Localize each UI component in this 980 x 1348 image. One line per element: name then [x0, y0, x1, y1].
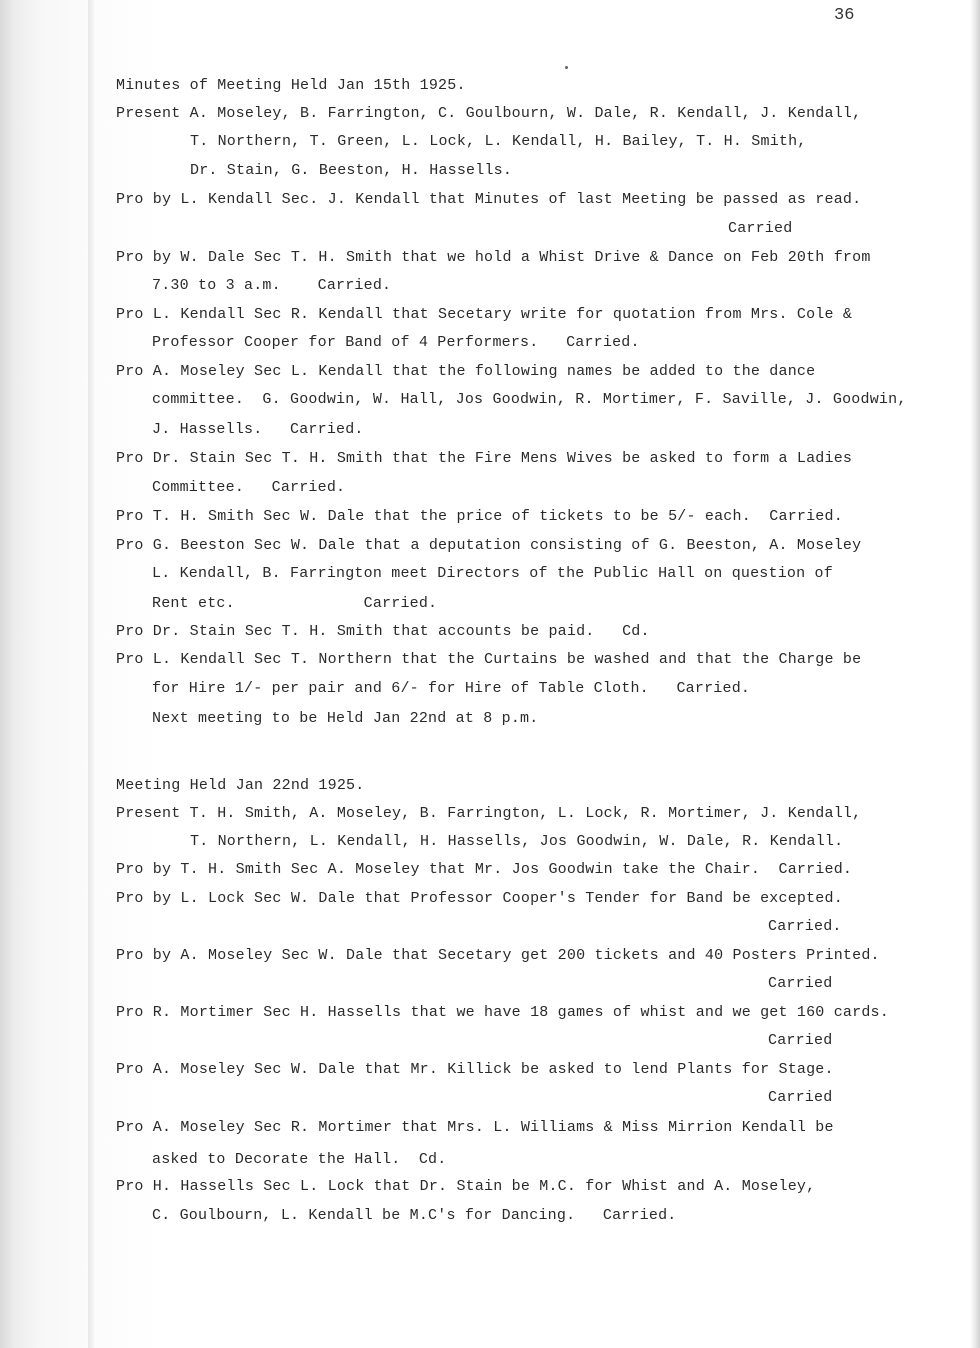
motion-text: Pro by W. Dale Sec T. H. Smith that we hold a Whist Drive & Dance on Feb 20th from — [116, 249, 871, 266]
motion-text: Pro H. Hassells Sec L. Lock that Dr. Stain be M.C. for Whist and A. Moseley, — [116, 1178, 816, 1195]
motion-text: Pro by A. Moseley Sec W. Dale that Secetary get 200 tickets and 40 Posters Printed. — [116, 947, 880, 964]
next-meeting-note: Next meeting to be Held Jan 22nd at 8 p.m. — [152, 710, 539, 727]
motion-text: Pro R. Mortimer Sec H. Hassells that we have 18 games of whist and we get 160 cards. — [116, 1004, 889, 1021]
motion-text: Pro by L. Lock Sec W. Dale that Professor Cooper's Tender for Band be excepted. — [116, 890, 843, 907]
meeting1-present-line: Dr. Stain, G. Beeston, H. Hassells. — [190, 162, 513, 179]
motion-text: for Hire 1/- per pair and 6/- for Hire of Table Cloth. Carried. — [152, 680, 751, 697]
motion-text: Rent etc. Carried. — [152, 595, 438, 612]
motion-text: Pro A. Moseley Sec R. Mortimer that Mrs. L. Williams & Miss Mirrion Kendall be — [116, 1119, 834, 1136]
motion-status: Carried — [728, 220, 793, 237]
motion-text: Pro G. Beeston Sec W. Dale that a deputation consisting of G. Beeston, A. Moseley — [116, 537, 862, 554]
motion-text: Pro by T. H. Smith Sec A. Moseley that Mr. Jos Goodwin take the Chair. Carried. — [116, 861, 853, 878]
motion-status: Carried — [768, 1032, 833, 1049]
motion-text: Pro T. H. Smith Sec W. Dale that the price of tickets to be 5/- each. Carried. — [116, 508, 843, 525]
motion-text: L. Kendall, B. Farrington meet Directors of the Public Hall on question of — [152, 565, 833, 582]
motion-status: Carried — [768, 1089, 833, 1106]
ink-speck — [565, 66, 568, 69]
motion-text: C. Goulbourn, L. Kendall be M.C's for Dancing. Carried. — [152, 1207, 677, 1224]
motion-text: Pro by L. Kendall Sec. J. Kendall that Minutes of last Meeting be passed as read. — [116, 191, 862, 208]
meeting1-heading: Minutes of Meeting Held Jan 15th 1925. — [116, 77, 466, 94]
motion-status: Carried. — [768, 918, 842, 935]
meeting2-present-line: T. Northern, L. Kendall, H. Hassells, Jos Goodwin, W. Dale, R. Kendall. — [190, 833, 844, 850]
page-edge-shadow — [970, 0, 980, 1348]
motion-text: Pro Dr. Stain Sec T. H. Smith that accounts be paid. Cd. — [116, 623, 650, 640]
motion-text: J. Hassells. Carried. — [152, 421, 364, 438]
meeting1-present-line: T. Northern, T. Green, L. Lock, L. Kendall, H. Bailey, T. H. Smith, — [190, 133, 807, 150]
meeting2-heading: Meeting Held Jan 22nd 1925. — [116, 777, 365, 794]
motion-text: asked to Decorate the Hall. Cd. — [152, 1151, 447, 1168]
meeting2-present-line: Present T. H. Smith, A. Moseley, B. Farrington, L. Lock, R. Mortimer, J. Kendall, — [116, 805, 862, 822]
motion-text: Pro Dr. Stain Sec T. H. Smith that the Fire Mens Wives be asked to form a Ladies — [116, 450, 853, 467]
motion-text: Professor Cooper for Band of 4 Performers. Carried. — [152, 334, 640, 351]
motion-status: Carried — [768, 975, 833, 992]
motion-text: 7.30 to 3 a.m. Carried. — [152, 277, 392, 294]
page-number: 36 — [834, 6, 855, 25]
meeting1-present-line: Present A. Moseley, B. Farrington, C. Goulbourn, W. Dale, R. Kendall, J. Kendall, — [116, 105, 862, 122]
motion-text: committee. G. Goodwin, W. Hall, Jos Goodwin, R. Mortimer, F. Saville, J. Goodwin, — [152, 391, 907, 408]
page-binding-shadow — [88, 0, 94, 1348]
motion-text: Pro A. Moseley Sec W. Dale that Mr. Killick be asked to lend Plants for Stage. — [116, 1061, 834, 1078]
motion-text: Pro L. Kendall Sec R. Kendall that Secetary write for quotation from Mrs. Cole & — [116, 306, 853, 323]
motion-text: Pro L. Kendall Sec T. Northern that the Curtains be washed and that the Charge be — [116, 651, 862, 668]
motion-text: Pro A. Moseley Sec L. Kendall that the following names be added to the dance — [116, 363, 816, 380]
motion-text: Committee. Carried. — [152, 479, 346, 496]
